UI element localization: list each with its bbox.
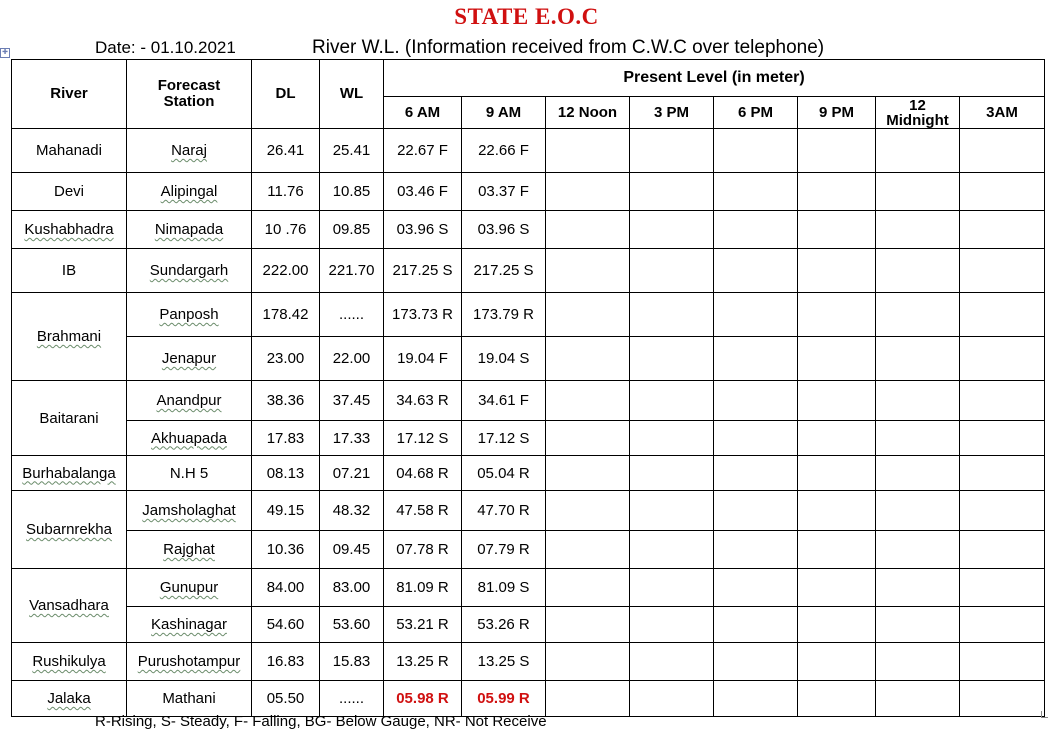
empty-level-cell[interactable]: [714, 643, 798, 681]
header-station-line2: Station: [163, 93, 215, 110]
river-name: Vansadhara: [29, 597, 109, 614]
river-name: Kushabhadra: [24, 221, 114, 238]
table-row: [12, 129, 1045, 173]
empty-level-cell[interactable]: [876, 249, 960, 293]
am9-value: 13.25 S: [477, 653, 530, 670]
empty-level-cell[interactable]: [876, 607, 960, 643]
wl-cell: [320, 211, 384, 249]
empty-level-cell[interactable]: [876, 211, 960, 249]
empty-level-cell[interactable]: [630, 421, 714, 456]
wl-cell: [320, 681, 384, 717]
empty-level-cell[interactable]: [960, 249, 1045, 293]
am9-value: 217.25 S: [473, 262, 534, 279]
station-value: Kashinagar: [151, 616, 227, 633]
river-cell: [12, 381, 127, 456]
station-value: Purushotampur: [137, 653, 241, 670]
empty-level-cell[interactable]: [798, 531, 876, 569]
river-cell: [12, 681, 127, 717]
am6-cell: [384, 569, 462, 607]
empty-level-cell[interactable]: [960, 129, 1045, 173]
am9-value: 81.09 S: [477, 579, 530, 596]
table-move-handle-icon[interactable]: ✚: [0, 48, 10, 58]
am9-cell: [462, 531, 546, 569]
page-title: STATE E.O.C: [454, 4, 599, 29]
am6-value: 13.25 R: [396, 653, 449, 670]
wl-cell: [320, 293, 384, 337]
table-row: [12, 643, 1045, 681]
empty-level-cell[interactable]: [876, 173, 960, 211]
dl-cell: [252, 456, 320, 491]
station-value: Panposh: [159, 306, 219, 323]
station-cell: [127, 129, 252, 173]
empty-level-cell[interactable]: [630, 531, 714, 569]
am9-cell: [462, 337, 546, 381]
am6-value: 05.98 R: [396, 690, 449, 707]
dl-value: 49.15: [266, 502, 305, 519]
empty-level-cell[interactable]: [960, 211, 1045, 249]
am9-value: 05.99 R: [477, 690, 530, 707]
wl-cell: [320, 531, 384, 569]
station-cell: [127, 421, 252, 456]
empty-level-cell[interactable]: [546, 456, 630, 491]
empty-level-cell[interactable]: [714, 531, 798, 569]
empty-level-cell[interactable]: [876, 293, 960, 337]
header-time: 6 PM: [714, 97, 798, 129]
header-time: 9 AM: [462, 97, 546, 129]
station-value: Alipingal: [160, 183, 218, 200]
wl-cell: [320, 491, 384, 531]
wl-value: 09.45: [332, 541, 371, 558]
dl-value: 178.42: [262, 306, 309, 323]
table-row: [12, 421, 1045, 456]
am9-cell: [462, 681, 546, 717]
am6-value: 17.12 S: [396, 429, 449, 447]
header-time: 6 AM: [384, 97, 462, 129]
empty-level-cell[interactable]: [960, 456, 1045, 491]
am6-value: 22.67 F: [397, 142, 448, 159]
table-row: [12, 293, 1045, 337]
empty-level-cell[interactable]: [798, 491, 876, 531]
empty-level-cell[interactable]: [630, 681, 714, 717]
station-cell: [127, 531, 252, 569]
empty-level-cell[interactable]: [546, 643, 630, 681]
wl-value: 09.85: [332, 221, 371, 238]
river-name: Rushikulya: [32, 653, 106, 670]
report-date: Date: - 01.10.2021: [95, 38, 236, 57]
empty-level-cell[interactable]: [798, 249, 876, 293]
legend-note: R-Rising, S- Steady, F- Falling, BG- Below Gauge, NR- Not Receive: [95, 713, 547, 730]
am9-cell: [462, 607, 546, 643]
dl-cell: [252, 569, 320, 607]
empty-level-cell[interactable]: [546, 491, 630, 531]
report-subtitle: River W.L. (Information received from C.W.C over telephone): [312, 37, 825, 58]
table-row: [12, 211, 1045, 249]
am9-value: 17.12 S: [477, 429, 530, 447]
empty-level-cell[interactable]: [546, 607, 630, 643]
river-name: Burhabalanga: [22, 464, 116, 482]
empty-level-cell[interactable]: [798, 681, 876, 717]
dl-value: 222.00: [262, 262, 309, 279]
wl-value: 221.70: [328, 262, 375, 279]
dl-value: 05.50: [266, 690, 305, 707]
empty-level-cell[interactable]: [630, 607, 714, 643]
wl-cell: [320, 249, 384, 293]
wl-cell: [320, 456, 384, 491]
empty-level-cell[interactable]: [714, 293, 798, 337]
header-time: 9 PM: [798, 97, 876, 129]
empty-level-cell[interactable]: [546, 293, 630, 337]
am9-cell: [462, 173, 546, 211]
dl-cell: [252, 249, 320, 293]
table-row: [12, 337, 1045, 381]
wl-cell: [320, 129, 384, 173]
dl-value: 38.36: [266, 392, 305, 409]
empty-level-cell[interactable]: [714, 569, 798, 607]
wl-value: 25.41: [332, 142, 371, 159]
table-row: [12, 456, 1045, 491]
empty-level-cell[interactable]: [798, 643, 876, 681]
river-cell: [12, 569, 127, 643]
header-present-level: Present Level (in meter): [384, 60, 1045, 97]
table-row: [12, 381, 1045, 421]
am6-value: 34.63 R: [396, 392, 449, 409]
am9-cell: [462, 249, 546, 293]
station-cell: [127, 681, 252, 717]
empty-level-cell[interactable]: [546, 681, 630, 717]
river-cell: [12, 456, 127, 491]
am6-cell: [384, 249, 462, 293]
dl-value: 11.76: [267, 183, 304, 200]
table-row: [12, 681, 1045, 717]
header-station-line1: Forecast: [157, 77, 221, 94]
station-value: Anandpur: [156, 392, 222, 409]
empty-level-cell[interactable]: [546, 173, 630, 211]
table-resize-handle[interactable]: [1041, 711, 1048, 718]
station-value: N.H 5: [169, 464, 209, 482]
station-value: Sundargarh: [149, 262, 229, 279]
am9-value: 19.04 S: [477, 350, 530, 367]
river-cell: [12, 293, 127, 381]
empty-level-cell[interactable]: [714, 421, 798, 456]
station-cell: [127, 249, 252, 293]
dl-cell: [252, 681, 320, 717]
dl-cell: [252, 491, 320, 531]
am6-value: 03.96 S: [396, 221, 449, 238]
table-row: [12, 249, 1045, 293]
am9-cell: [462, 491, 546, 531]
dl-cell: [252, 337, 320, 381]
dl-value: 26.41: [266, 142, 305, 159]
dl-value: 23.00: [266, 350, 305, 367]
empty-level-cell[interactable]: [714, 249, 798, 293]
station-value: Akhuapada: [151, 429, 227, 447]
empty-level-cell[interactable]: [876, 681, 960, 717]
am9-cell: [462, 456, 546, 491]
empty-level-cell[interactable]: [714, 211, 798, 249]
empty-level-cell[interactable]: [798, 293, 876, 337]
river-cell: [12, 249, 127, 293]
empty-level-cell[interactable]: [960, 173, 1045, 211]
am9-value: 34.61 F: [478, 392, 529, 409]
dl-cell: [252, 381, 320, 421]
empty-level-cell[interactable]: [714, 381, 798, 421]
am6-value: 81.09 R: [396, 579, 449, 596]
empty-level-cell[interactable]: [876, 421, 960, 456]
table-row: [12, 569, 1045, 607]
wl-value: 10.85: [332, 183, 371, 200]
empty-level-cell[interactable]: [630, 129, 714, 173]
station-value: Nimapada: [154, 221, 224, 238]
station-value: Rajghat: [163, 541, 215, 558]
am9-cell: [462, 293, 546, 337]
dl-value: 16.83: [266, 653, 305, 670]
empty-level-cell[interactable]: [876, 129, 960, 173]
wl-value: 53.60: [332, 616, 371, 633]
empty-level-cell[interactable]: [960, 643, 1045, 681]
empty-level-cell[interactable]: [630, 337, 714, 381]
am6-cell: [384, 293, 462, 337]
am9-value: 07.79 R: [477, 541, 530, 558]
am9-value: 173.79 R: [473, 306, 534, 323]
wl-value: 07.21: [332, 464, 371, 482]
empty-level-cell[interactable]: [630, 569, 714, 607]
header-forecast-station: [127, 60, 252, 129]
empty-level-cell[interactable]: [798, 173, 876, 211]
water-level-table: [11, 59, 1045, 717]
wl-cell: [320, 337, 384, 381]
empty-level-cell[interactable]: [546, 421, 630, 456]
am6-value: 173.73 R: [392, 306, 453, 323]
dl-cell: [252, 421, 320, 456]
wl-value: ......: [338, 306, 364, 323]
dl-value: 10 .76: [264, 221, 307, 238]
am6-value: 19.04 F: [397, 350, 448, 367]
wl-cell: [320, 643, 384, 681]
header-river: River: [12, 60, 127, 129]
empty-level-cell[interactable]: [630, 491, 714, 531]
empty-level-cell[interactable]: [798, 421, 876, 456]
station-value: Jamsholaghat: [142, 502, 236, 519]
am6-cell: [384, 211, 462, 249]
station-cell: [127, 381, 252, 421]
empty-level-cell[interactable]: [876, 569, 960, 607]
dl-cell: [252, 211, 320, 249]
table-row: [12, 173, 1045, 211]
empty-level-cell[interactable]: [630, 381, 714, 421]
empty-level-cell[interactable]: [798, 456, 876, 491]
wl-value: ......: [338, 690, 364, 707]
am9-value: 03.37 F: [478, 183, 529, 200]
empty-level-cell[interactable]: [798, 211, 876, 249]
dl-cell: [252, 293, 320, 337]
dl-cell: [252, 129, 320, 173]
dl-cell: [252, 173, 320, 211]
river-name: Brahmani: [36, 328, 102, 345]
am9-cell: [462, 421, 546, 456]
am9-cell: [462, 569, 546, 607]
am6-cell: [384, 681, 462, 717]
table-row: [12, 491, 1045, 531]
am6-value: 04.68 R: [396, 464, 449, 482]
river-name: Jalaka: [47, 690, 91, 707]
station-cell: [127, 456, 252, 491]
am9-cell: [462, 381, 546, 421]
empty-level-cell[interactable]: [798, 129, 876, 173]
empty-level-cell[interactable]: [630, 643, 714, 681]
am9-value: 53.26 R: [477, 616, 530, 633]
empty-level-cell[interactable]: [960, 491, 1045, 531]
empty-level-cell[interactable]: [960, 337, 1045, 381]
empty-level-cell[interactable]: [876, 456, 960, 491]
am9-cell: [462, 129, 546, 173]
am6-cell: [384, 643, 462, 681]
river-name: Devi: [53, 183, 84, 200]
dl-cell: [252, 531, 320, 569]
dl-cell: [252, 643, 320, 681]
am6-cell: [384, 456, 462, 491]
empty-level-cell[interactable]: [714, 173, 798, 211]
empty-level-cell[interactable]: [960, 421, 1045, 456]
empty-level-cell[interactable]: [714, 129, 798, 173]
river-name: Baitarani: [39, 409, 99, 427]
empty-level-cell[interactable]: [876, 531, 960, 569]
am9-value: 05.04 R: [477, 464, 530, 482]
empty-level-cell[interactable]: [960, 293, 1045, 337]
station-cell: [127, 293, 252, 337]
empty-level-cell[interactable]: [714, 337, 798, 381]
am6-cell: [384, 337, 462, 381]
wl-value: 37.45: [332, 392, 371, 409]
am6-cell: [384, 491, 462, 531]
wl-value: 83.00: [332, 579, 371, 596]
station-value: Mathani: [162, 690, 216, 707]
empty-level-cell[interactable]: [546, 569, 630, 607]
header-time: 12 Noon: [546, 97, 630, 129]
empty-level-cell[interactable]: [798, 607, 876, 643]
empty-level-cell[interactable]: [960, 381, 1045, 421]
wl-cell: [320, 607, 384, 643]
am6-value: 03.46 F: [397, 183, 448, 200]
empty-level-cell[interactable]: [546, 211, 630, 249]
empty-level-cell[interactable]: [630, 211, 714, 249]
table-row: [12, 531, 1045, 569]
dl-value: 08.13: [266, 464, 305, 482]
empty-level-cell[interactable]: [546, 129, 630, 173]
am6-cell: [384, 607, 462, 643]
river-cell: [12, 491, 127, 569]
header-time: 12 Midnight: [876, 97, 960, 129]
empty-level-cell[interactable]: [960, 607, 1045, 643]
am6-cell: [384, 531, 462, 569]
header-time: 3AM: [960, 97, 1045, 129]
dl-value: 17.83: [266, 429, 305, 447]
empty-level-cell[interactable]: [714, 607, 798, 643]
am9-cell: [462, 211, 546, 249]
am6-cell: [384, 381, 462, 421]
empty-level-cell[interactable]: [546, 249, 630, 293]
empty-level-cell[interactable]: [630, 173, 714, 211]
am9-value: 03.96 S: [477, 221, 530, 238]
empty-level-cell[interactable]: [546, 381, 630, 421]
am6-cell: [384, 129, 462, 173]
empty-level-cell[interactable]: [630, 293, 714, 337]
empty-level-cell[interactable]: [714, 681, 798, 717]
empty-level-cell[interactable]: [960, 681, 1045, 717]
empty-level-cell[interactable]: [546, 531, 630, 569]
dl-value: 54.60: [266, 616, 305, 633]
station-cell: [127, 337, 252, 381]
empty-level-cell[interactable]: [798, 569, 876, 607]
wl-value: 22.00: [332, 350, 371, 367]
am9-cell: [462, 643, 546, 681]
wl-cell: [320, 381, 384, 421]
empty-level-cell[interactable]: [714, 456, 798, 491]
empty-level-cell[interactable]: [876, 643, 960, 681]
am6-value: 47.58 R: [396, 502, 449, 519]
dl-cell: [252, 607, 320, 643]
am9-value: 47.70 R: [477, 502, 530, 519]
empty-level-cell[interactable]: [798, 381, 876, 421]
am6-cell: [384, 421, 462, 456]
empty-level-cell[interactable]: [798, 337, 876, 381]
empty-level-cell[interactable]: [960, 569, 1045, 607]
wl-cell: [320, 173, 384, 211]
station-value: Jenapur: [161, 350, 217, 367]
am9-value: 22.66 F: [478, 142, 529, 159]
river-cell: [12, 643, 127, 681]
river-cell: [12, 129, 127, 173]
header-wl: WL: [320, 60, 384, 129]
river-cell: [12, 173, 127, 211]
empty-level-cell[interactable]: [876, 491, 960, 531]
station-cell: [127, 607, 252, 643]
am6-value: 53.21 R: [396, 616, 449, 633]
empty-level-cell[interactable]: [714, 491, 798, 531]
wl-value: 48.32: [332, 502, 371, 519]
river-cell: [12, 211, 127, 249]
wl-value: 15.83: [332, 653, 371, 670]
dl-value: 10.36: [266, 541, 305, 558]
empty-level-cell[interactable]: [630, 456, 714, 491]
empty-level-cell[interactable]: [876, 337, 960, 381]
river-name: IB: [61, 262, 77, 279]
am6-cell: [384, 173, 462, 211]
station-cell: [127, 491, 252, 531]
empty-level-cell[interactable]: [876, 381, 960, 421]
header-dl: DL: [252, 60, 320, 129]
station-cell: [127, 211, 252, 249]
empty-level-cell[interactable]: [960, 531, 1045, 569]
am6-value: 07.78 R: [396, 541, 449, 558]
station-cell: [127, 569, 252, 607]
river-name: Mahanadi: [36, 142, 102, 159]
wl-value: 17.33: [332, 429, 371, 447]
table-row: [12, 607, 1045, 643]
station-cell: [127, 173, 252, 211]
station-cell: [127, 643, 252, 681]
station-value: Naraj: [171, 142, 207, 159]
empty-level-cell[interactable]: [546, 337, 630, 381]
wl-cell: [320, 569, 384, 607]
dl-value: 84.00: [266, 579, 305, 596]
wl-cell: [320, 421, 384, 456]
am6-value: 217.25 S: [392, 262, 453, 279]
empty-level-cell[interactable]: [630, 249, 714, 293]
station-value: Gunupur: [159, 579, 219, 596]
header-time: 3 PM: [630, 97, 714, 129]
river-name: Subarnrekha: [26, 521, 112, 538]
